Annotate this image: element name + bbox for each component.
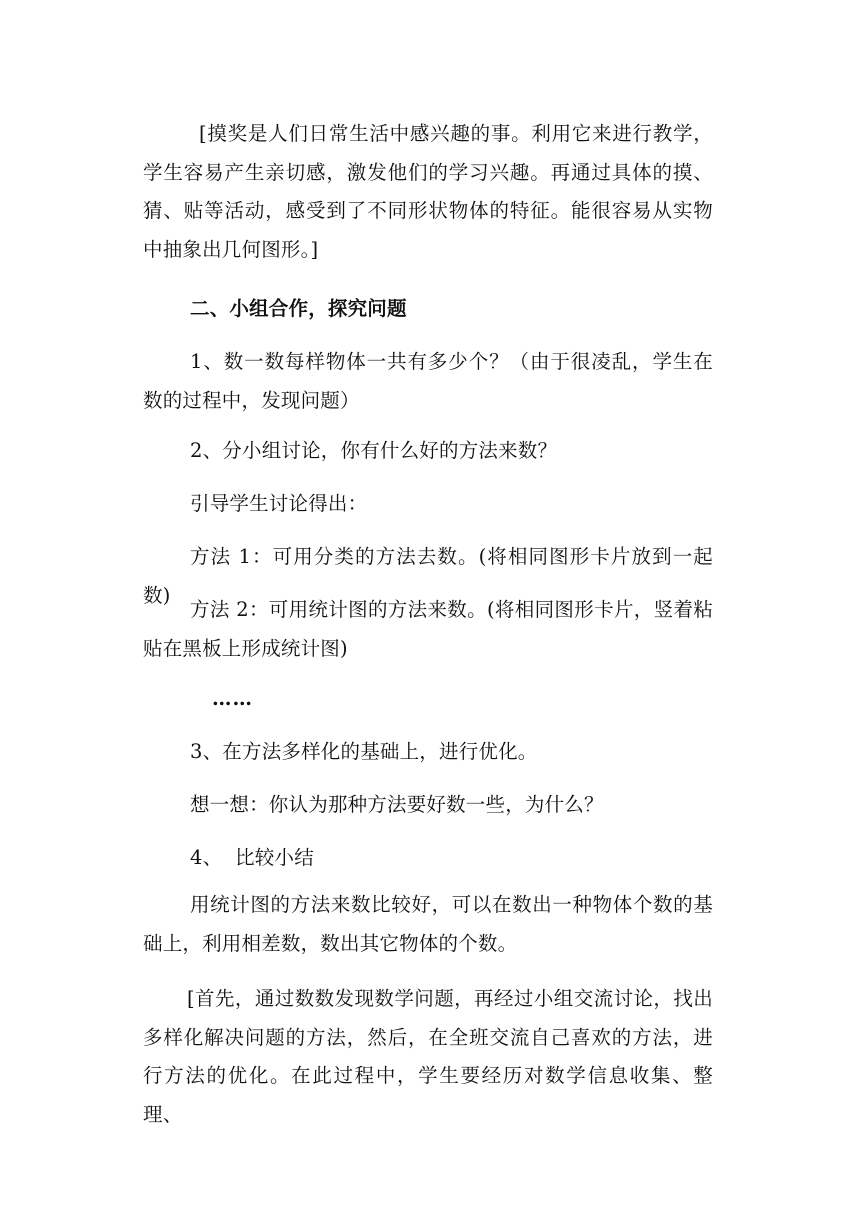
paragraph-reflection-lottery: [摸奖是人们日常生活中感兴趣的事。利用它来进行教学，学生容易产生亲切感，激发他们的学习兴趣。再通过具体的摸、猜、贴等活动，感受到了不同形状物体的特征。能很容易从实物中抽象出几何图形。] (143, 122, 713, 261)
paragraph-step-3: 3、在方法多样化的基础上，进行优化。 (190, 740, 538, 763)
paragraph-step-4: 4、 比较小结 (190, 846, 314, 869)
paragraph-think: 想一想：你认为那种方法要好数一些，为什么？ (190, 793, 604, 816)
paragraph-reflection-method: [首先，通过数数发现数学问题，再经过小组交流讨论，找出多样化解决问题的方法，然后，在全班交流自己喜欢的方法，进行方法的优化。在此过程中，学生要经历对数学信息收集、整理、 (143, 987, 713, 1126)
paragraph-summary: 用统计图的方法来数比较好，可以在数出一种物体个数的基础上，利用相差数，数出其它物体的个数。 (143, 893, 713, 955)
paragraph-method-2: 方法 2：可用统计图的方法来数。(将相同图形卡片，竖着粘贴在黑板上形成统计图) (143, 598, 713, 660)
ellipsis: …… (212, 687, 253, 710)
paragraph-guide: 引导学生讨论得出： (190, 492, 368, 515)
paragraph-step-1: 1、数一数每样物体一共有多少个？（由于很凌乱，学生在数的过程中，发现问题） (143, 350, 713, 412)
section-heading: 二、小组合作，探究问题 (190, 297, 407, 320)
paragraph-step-2: 2、分小组讨论，你有什么好的方法来数？ (190, 439, 558, 462)
paragraph-method-1: 方法 1：可用分类的方法去数。(将相同图形卡片放到一起数) (143, 545, 713, 607)
